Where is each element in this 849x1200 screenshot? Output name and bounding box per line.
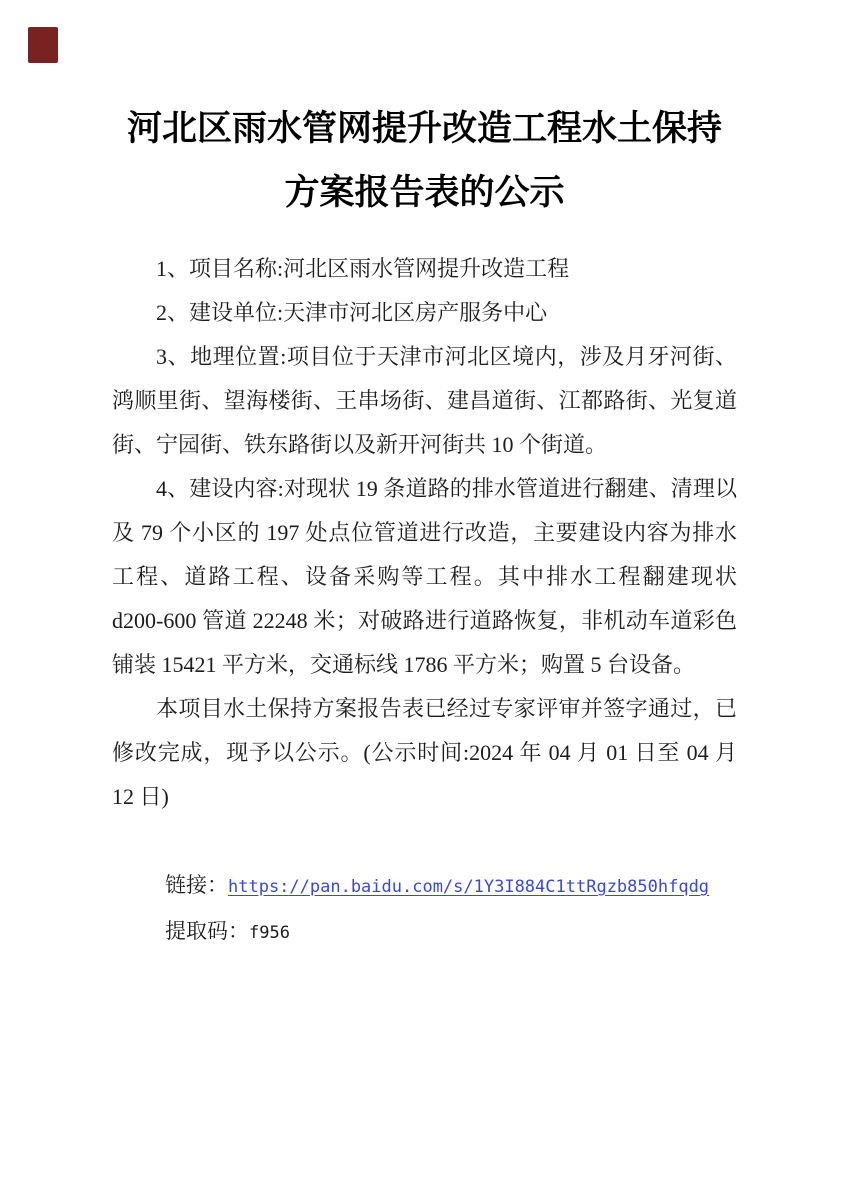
link-label: 链接： (165, 873, 228, 897)
paragraph-publicity-statement: 本项目水土保持方案报告表已经过专家评审并签字通过，已修改完成，现予以公示。(公示时间:2024 年 04 月 01 日至 04 月 12 日) (112, 696, 737, 809)
link-block (165, 863, 769, 955)
paragraph-location: 3、地理位置:项目位于天津市河北区境内，涉及月牙河街、鸿顺里街、望海楼街、王串场街、建昌道街、江都路街、光复道街、宁园街、铁东路街以及新开河街共 10 个街道。 (112, 344, 737, 457)
link-line (165, 863, 769, 909)
document-title-line1: 河北区雨水管网提升改造工程水土保持 (126, 109, 722, 148)
paragraph-project-name: 1、项目名称:河北区雨水管网提升改造工程 (156, 256, 570, 281)
document-body (112, 247, 737, 819)
document-title (0, 0, 849, 225)
paragraph-construction-content: 4、建设内容:对现状 19 条道路的排水管道进行翻建、清理以及 79 个小区的 197 处点位管道进行改造，主要建设内容为排水工程、道路工程、设备采购等工程。其中排水工程翻建现状 d200-600 管道 22248 米；对破路进行道路恢复，非机动车道彩色铺装 15421 平方米，交通标线 1786 平方米；购置 5 台设备。 (112, 476, 737, 677)
paragraph-construction-unit: 2、建设单位:天津市河北区房产服务中心 (156, 300, 548, 325)
extraction-code-value: f956 (249, 923, 290, 943)
extraction-code-line (165, 909, 769, 955)
document-title-line2: 方案报告表的公示 (284, 173, 565, 212)
extraction-code-label: 提取码： (165, 919, 249, 943)
baidu-pan-link[interactable]: https://pan.baidu.com/s/1Y3I884C1ttRgzb850hfqdg (228, 877, 710, 897)
corner-mark (28, 27, 58, 63)
